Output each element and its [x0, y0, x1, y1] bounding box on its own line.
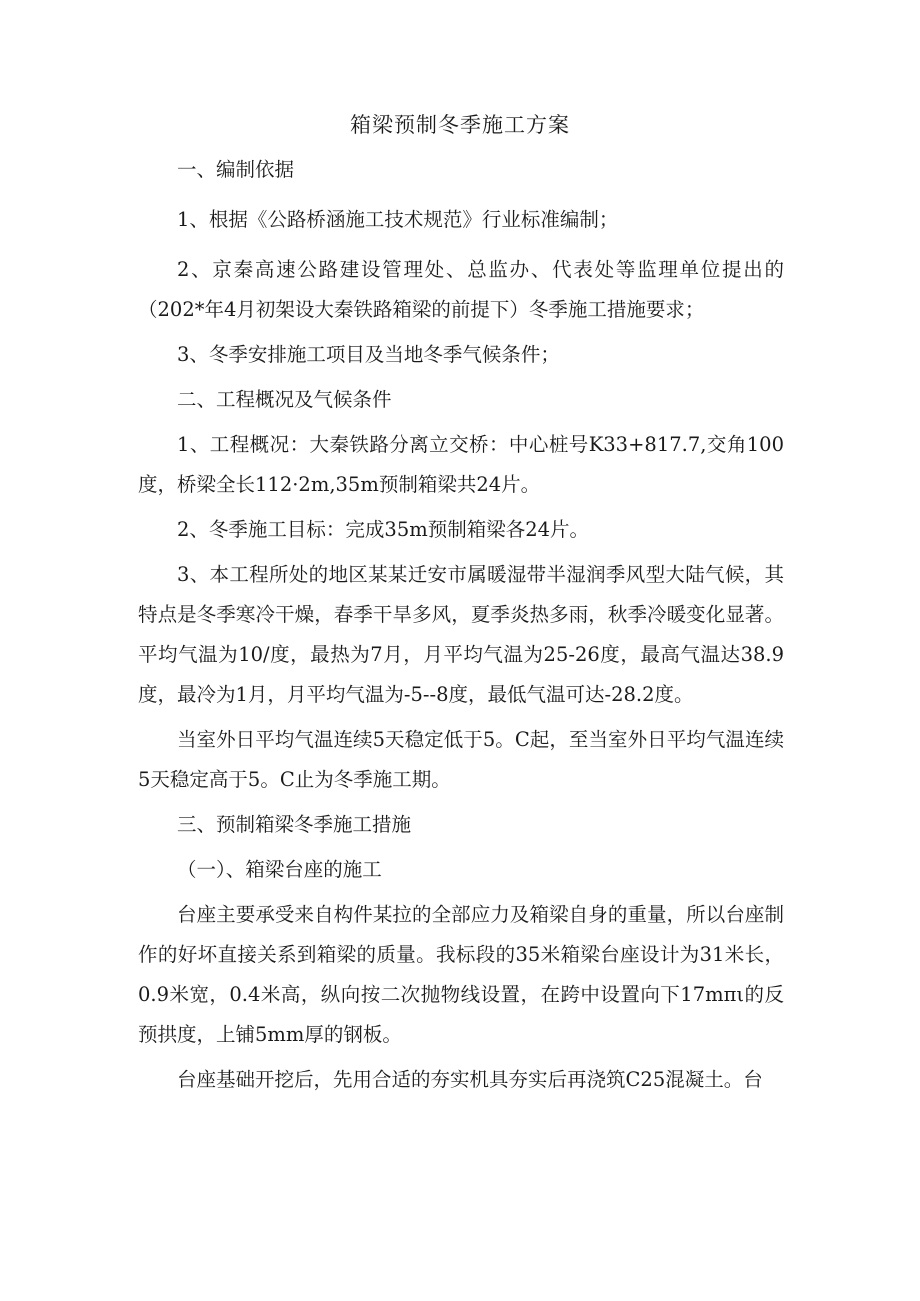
document-title: 箱梁预制冬季施工方案	[350, 113, 570, 137]
paragraph-basis-2: 2、京秦高速公路建设管理处、总监办、代表处等监理单位提出的（202*年4月初架设大秦铁路箱梁的前提下）冬季施工措施要求；	[138, 258, 784, 321]
paragraph-overview-2: 2、冬季施工目标：完成35m预制箱梁各24片。	[177, 518, 590, 541]
section-heading-overview: 二、工程概况及气候条件	[177, 388, 392, 411]
paragraph-overview-1: 1、工程概况：大秦铁路分离立交桥：中心桩号K33+817.7,交角100度，桥梁全长112·2m,35m预制箱梁共24片。	[138, 433, 784, 496]
paragraph-pedestal-1: 台座主要承受来自构件某拉的全部应力及箱梁自身的重量，所以台座制作的好坏直接关系到箱梁的质量。我标段的35米箱梁台座设计为31米长，0.9米宽，0.4米高，纵向按二次抛物线设置，在跨中设置向下17mπι的反预拱度，上铺5mm厚的钢板。	[138, 903, 784, 1046]
section-heading-measures: 三、预制箱梁冬季施工措施	[177, 813, 412, 836]
paragraph-climate: 3、本工程所处的地区某某迁安市属暖湿带半湿润季风型大陆气候，其特点是冬季寒冷干燥，春季干旱多风，夏季炎热多雨，秋季冷暖变化显著。平均气温为10/度，最热为7月，月平均气温为25-26度，最高气温达38.9度，最冷为1月，月平均气温为-5--8度，最低气温可达-28.2度。	[138, 563, 784, 706]
paragraph-basis-1: 1、根据《公路桥涵施工技术规范》行业标准编制；	[177, 208, 619, 231]
paragraph-pedestal-2: 台座基础开挖后，先用合适的夯实机具夯实后再浇筑C25混凝土。台	[177, 1068, 763, 1091]
paragraph-basis-3: 3、冬季安排施工项目及当地冬季气候条件；	[177, 343, 560, 366]
section-heading-basis: 一、编制依据	[177, 158, 295, 181]
subsection-heading-pedestal: （一）、箱梁台座的施工	[177, 858, 382, 881]
paragraph-winter-period: 当室外日平均气温连续5天稳定低于5。C起，至当室外日平均气温连续5天稳定高于5。C止为冬季施工期。	[138, 728, 784, 791]
document-body	[138, 150, 784, 1100]
